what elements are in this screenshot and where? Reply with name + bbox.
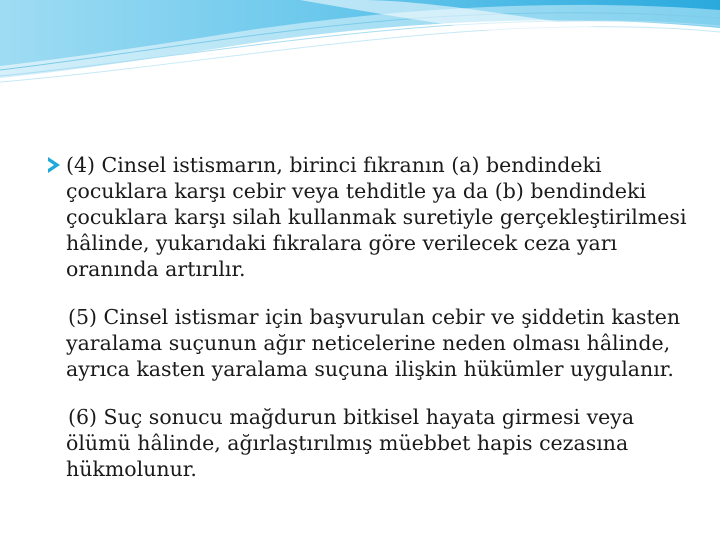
slide-content [46, 152, 696, 482]
paragraph-6 [46, 404, 696, 482]
paragraph-4-text: (4) Cinsel istismarın, birinci fıkranın (a) bendindeki çocuklara karşı cebir veya tehditle ya da (b) bendindeki çocuklara karşı silah kullanmak suretiyle gerçekleştirilmesi hâlinde, yukarıdaki fıkralara göre verilecek ceza yarı oranında artırılır. [66, 153, 687, 281]
paragraph-5 [46, 304, 696, 382]
paragraph-4 [46, 152, 696, 282]
chevron-right-arrow-icon [46, 156, 62, 174]
paragraph-5-text: (5) Cinsel istismar için başvurulan cebir ve şiddetin kasten yaralama suçunun ağır neticelerine neden olması hâlinde, ayrıca kasten yaralama suçuna ilişkin hükümler uygulanır. [66, 305, 681, 381]
paragraph-6-text: (6) Suç sonucu mağdurun bitkisel hayata girmesi veya ölümü hâlinde, ağırlaştırılmış müebbet hapis cezasına hükmolunur. [66, 405, 635, 481]
header-wave-decoration [0, 0, 720, 110]
